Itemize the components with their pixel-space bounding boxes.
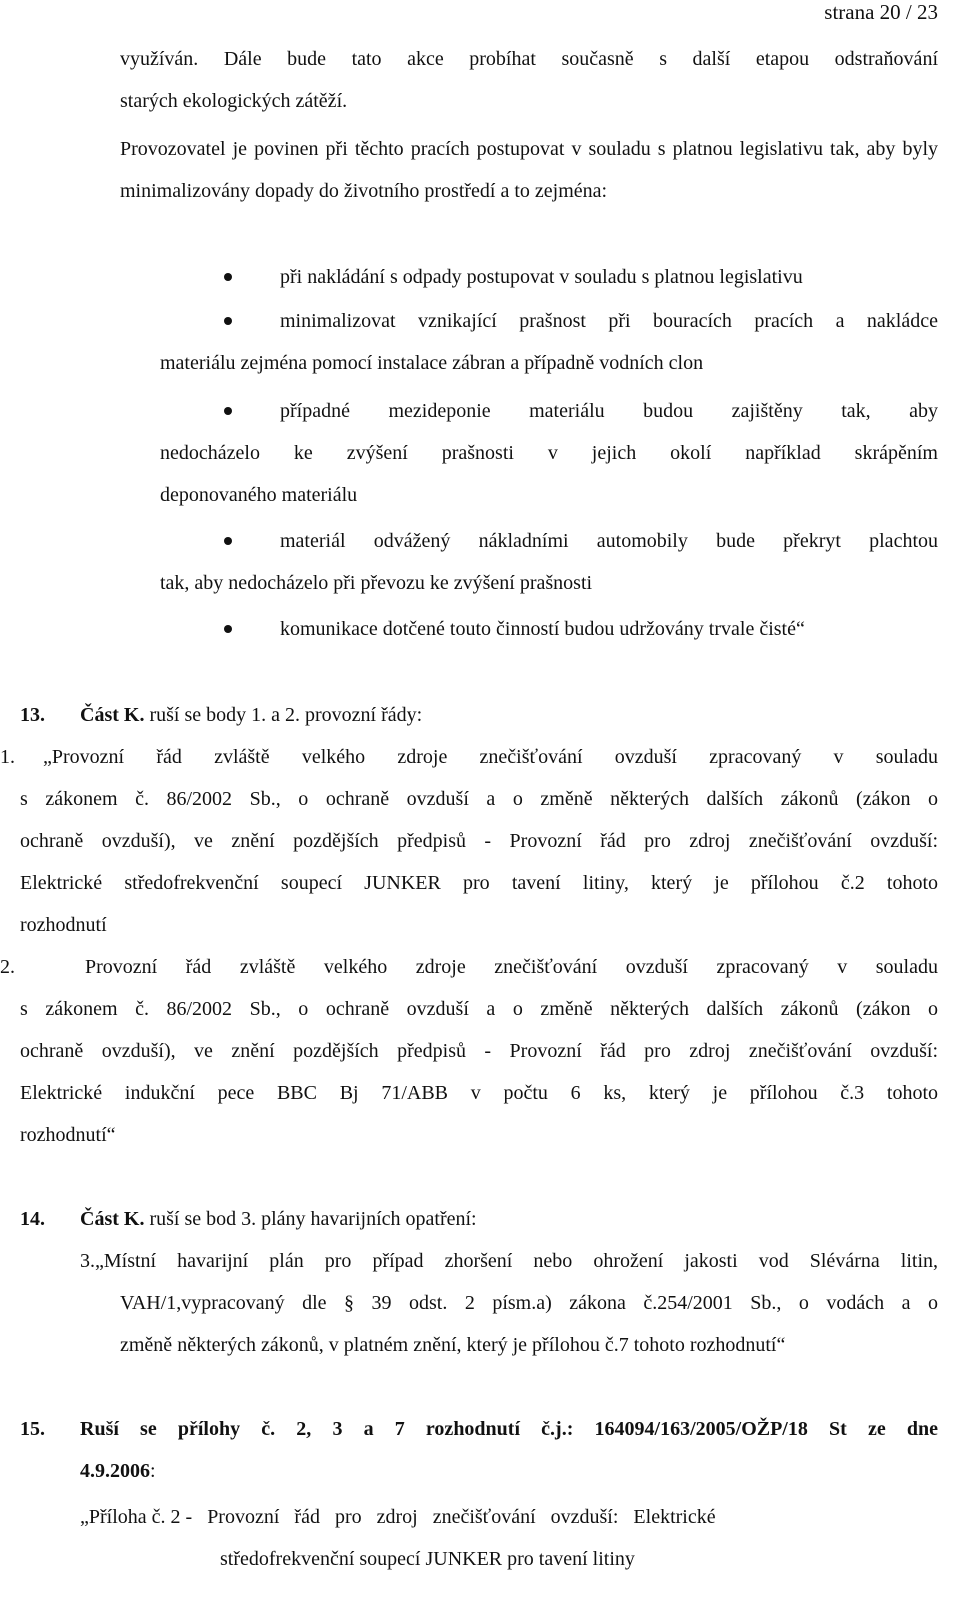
section-part-label: Část K. [80, 1208, 145, 1230]
section-part-label: Část K. [80, 704, 145, 726]
bullet-icon [224, 407, 232, 415]
item-line [0, 946, 938, 988]
list-item-text: při nakládání s odpady postupovat v souladu s platnou legislativu [280, 266, 803, 288]
section-text: ruší se bod 3. plány havarijních opatření: [144, 1208, 477, 1230]
list-item-text: materiál odvážený nákladními automobily bude překryt plachtou [280, 530, 938, 552]
item-line [0, 736, 938, 778]
item-number: 1. [0, 746, 15, 768]
item-text: „Provozní řád zvláště velkého zdroje znečišťování ovzduší zpracovaný v souladu [43, 746, 938, 768]
section-number: 13. [20, 704, 45, 726]
item-line: ochraně ovzduší), ve znění pozdějších předpisů - Provozní řád pro zdroj znečišťování ovzduší: [20, 1040, 938, 1062]
section-text: Ruší se přílohy č. 2, 3 a 7 rozhodnutí č.j.: 164094/163/2005/OŽP/18 St ze dne [80, 1418, 938, 1440]
list-item-text: komunikace dotčené touto činností budou udržovány trvale čisté“ [280, 618, 805, 640]
list-item-text: deponovaného materiálu [160, 484, 358, 506]
item-line: s zákonem č. 86/2002 Sb., o ochraně ovzduší a o změně některých dalších zákonů (zákon o [20, 998, 938, 1020]
bullet-icon [224, 625, 232, 633]
list-item [160, 608, 938, 650]
paragraph-operator-duties: Provozovatel je povinen při těchto pracích postupovat v souladu s platnou legislativu tak, aby byly minimalizovány dopady do životního prostředí a to zejména: [120, 138, 938, 202]
item-line: Elektrické indukční pece BBC Bj 71/ABB v počtu 6 ks, který je přílohou č.3 tohoto [20, 1082, 938, 1104]
attachment-reference [80, 1496, 938, 1580]
item-number: 2. [0, 956, 15, 978]
section-text [80, 1450, 938, 1492]
paragraph-line: starých ekologických zátěží. [120, 90, 348, 112]
section-title [80, 1198, 477, 1240]
section-number: 14. [20, 1208, 45, 1230]
item-3 [80, 1240, 938, 1366]
section-date: 4.9.2006 [80, 1460, 150, 1482]
item-line: rozhodnutí“ [20, 1124, 116, 1146]
list-item-text: minimalizovat vznikající prašnost při bouracích pracích a nakládce [280, 310, 938, 332]
item-line: změně některých zákonů, v platném znění, který je přílohou č.7 tohoto rozhodnutí“ [120, 1334, 786, 1356]
bullet-icon [224, 317, 232, 325]
paragraph-intro [120, 38, 938, 122]
page-number: strana 20 / 23 [824, 0, 938, 24]
item-line: Elektrické středofrekvenční soupecí JUNKER pro tavení litiny, který je přílohou č.2 tohoto [20, 872, 938, 894]
list-item-text: případné mezideponie materiálu budou zajištěny tak, aby [280, 400, 938, 422]
list-item-text: nedocházelo ke zvýšení prašnosti v jejich okolí například skrápěním [160, 442, 938, 464]
section-number: 15. [20, 1418, 45, 1440]
bullet-icon [224, 273, 232, 281]
item-line: rozhodnutí [20, 914, 107, 936]
list-item [160, 520, 938, 604]
item-line: s zákonem č. 86/2002 Sb., o ochraně ovzduší a o změně některých dalších zákonů (zákon o [20, 788, 938, 810]
section-title [80, 1408, 938, 1492]
list-item-text: tak, aby nedocházelo při převozu ke zvýšení prašnosti [160, 572, 593, 594]
section-title [80, 694, 422, 736]
item-line: ochraně ovzduší), ve znění pozdějších předpisů - Provozní řád pro zdroj znečišťování ovzduší: [20, 830, 938, 852]
item-1 [0, 736, 938, 946]
attachment-line: středofrekvenční soupecí JUNKER pro tavení litiny [220, 1548, 635, 1570]
bullet-icon [224, 537, 232, 545]
item-line: 3.„Místní havarijní plán pro případ zhoršení nebo ohrožení jakosti vod Slévárna litin, [80, 1250, 938, 1272]
item-2 [0, 946, 938, 1156]
list-item [160, 256, 938, 298]
section-text: ruší se body 1. a 2. provozní řády: [144, 704, 423, 726]
item-line: VAH/1,vypracovaný dle § 39 odst. 2 písm.a) zákona č.254/2001 Sb., o vodách a o [120, 1292, 938, 1314]
section-colon: : [150, 1460, 156, 1482]
list-item [160, 300, 938, 384]
attachment-line: „Příloha č. 2 - Provozní řád pro zdroj znečišťování ovzduší: Elektrické [80, 1506, 716, 1528]
list-item-text: materiálu zejména pomocí instalace zábran a případně vodních clon [160, 352, 704, 374]
paragraph-line: využíván. Dále bude tato akce probíhat současně s další etapou odstraňování [120, 48, 938, 70]
list-item [160, 390, 938, 516]
item-text: Provozní řád zvláště velkého zdroje znečišťování ovzduší zpracovaný v souladu [85, 956, 938, 978]
